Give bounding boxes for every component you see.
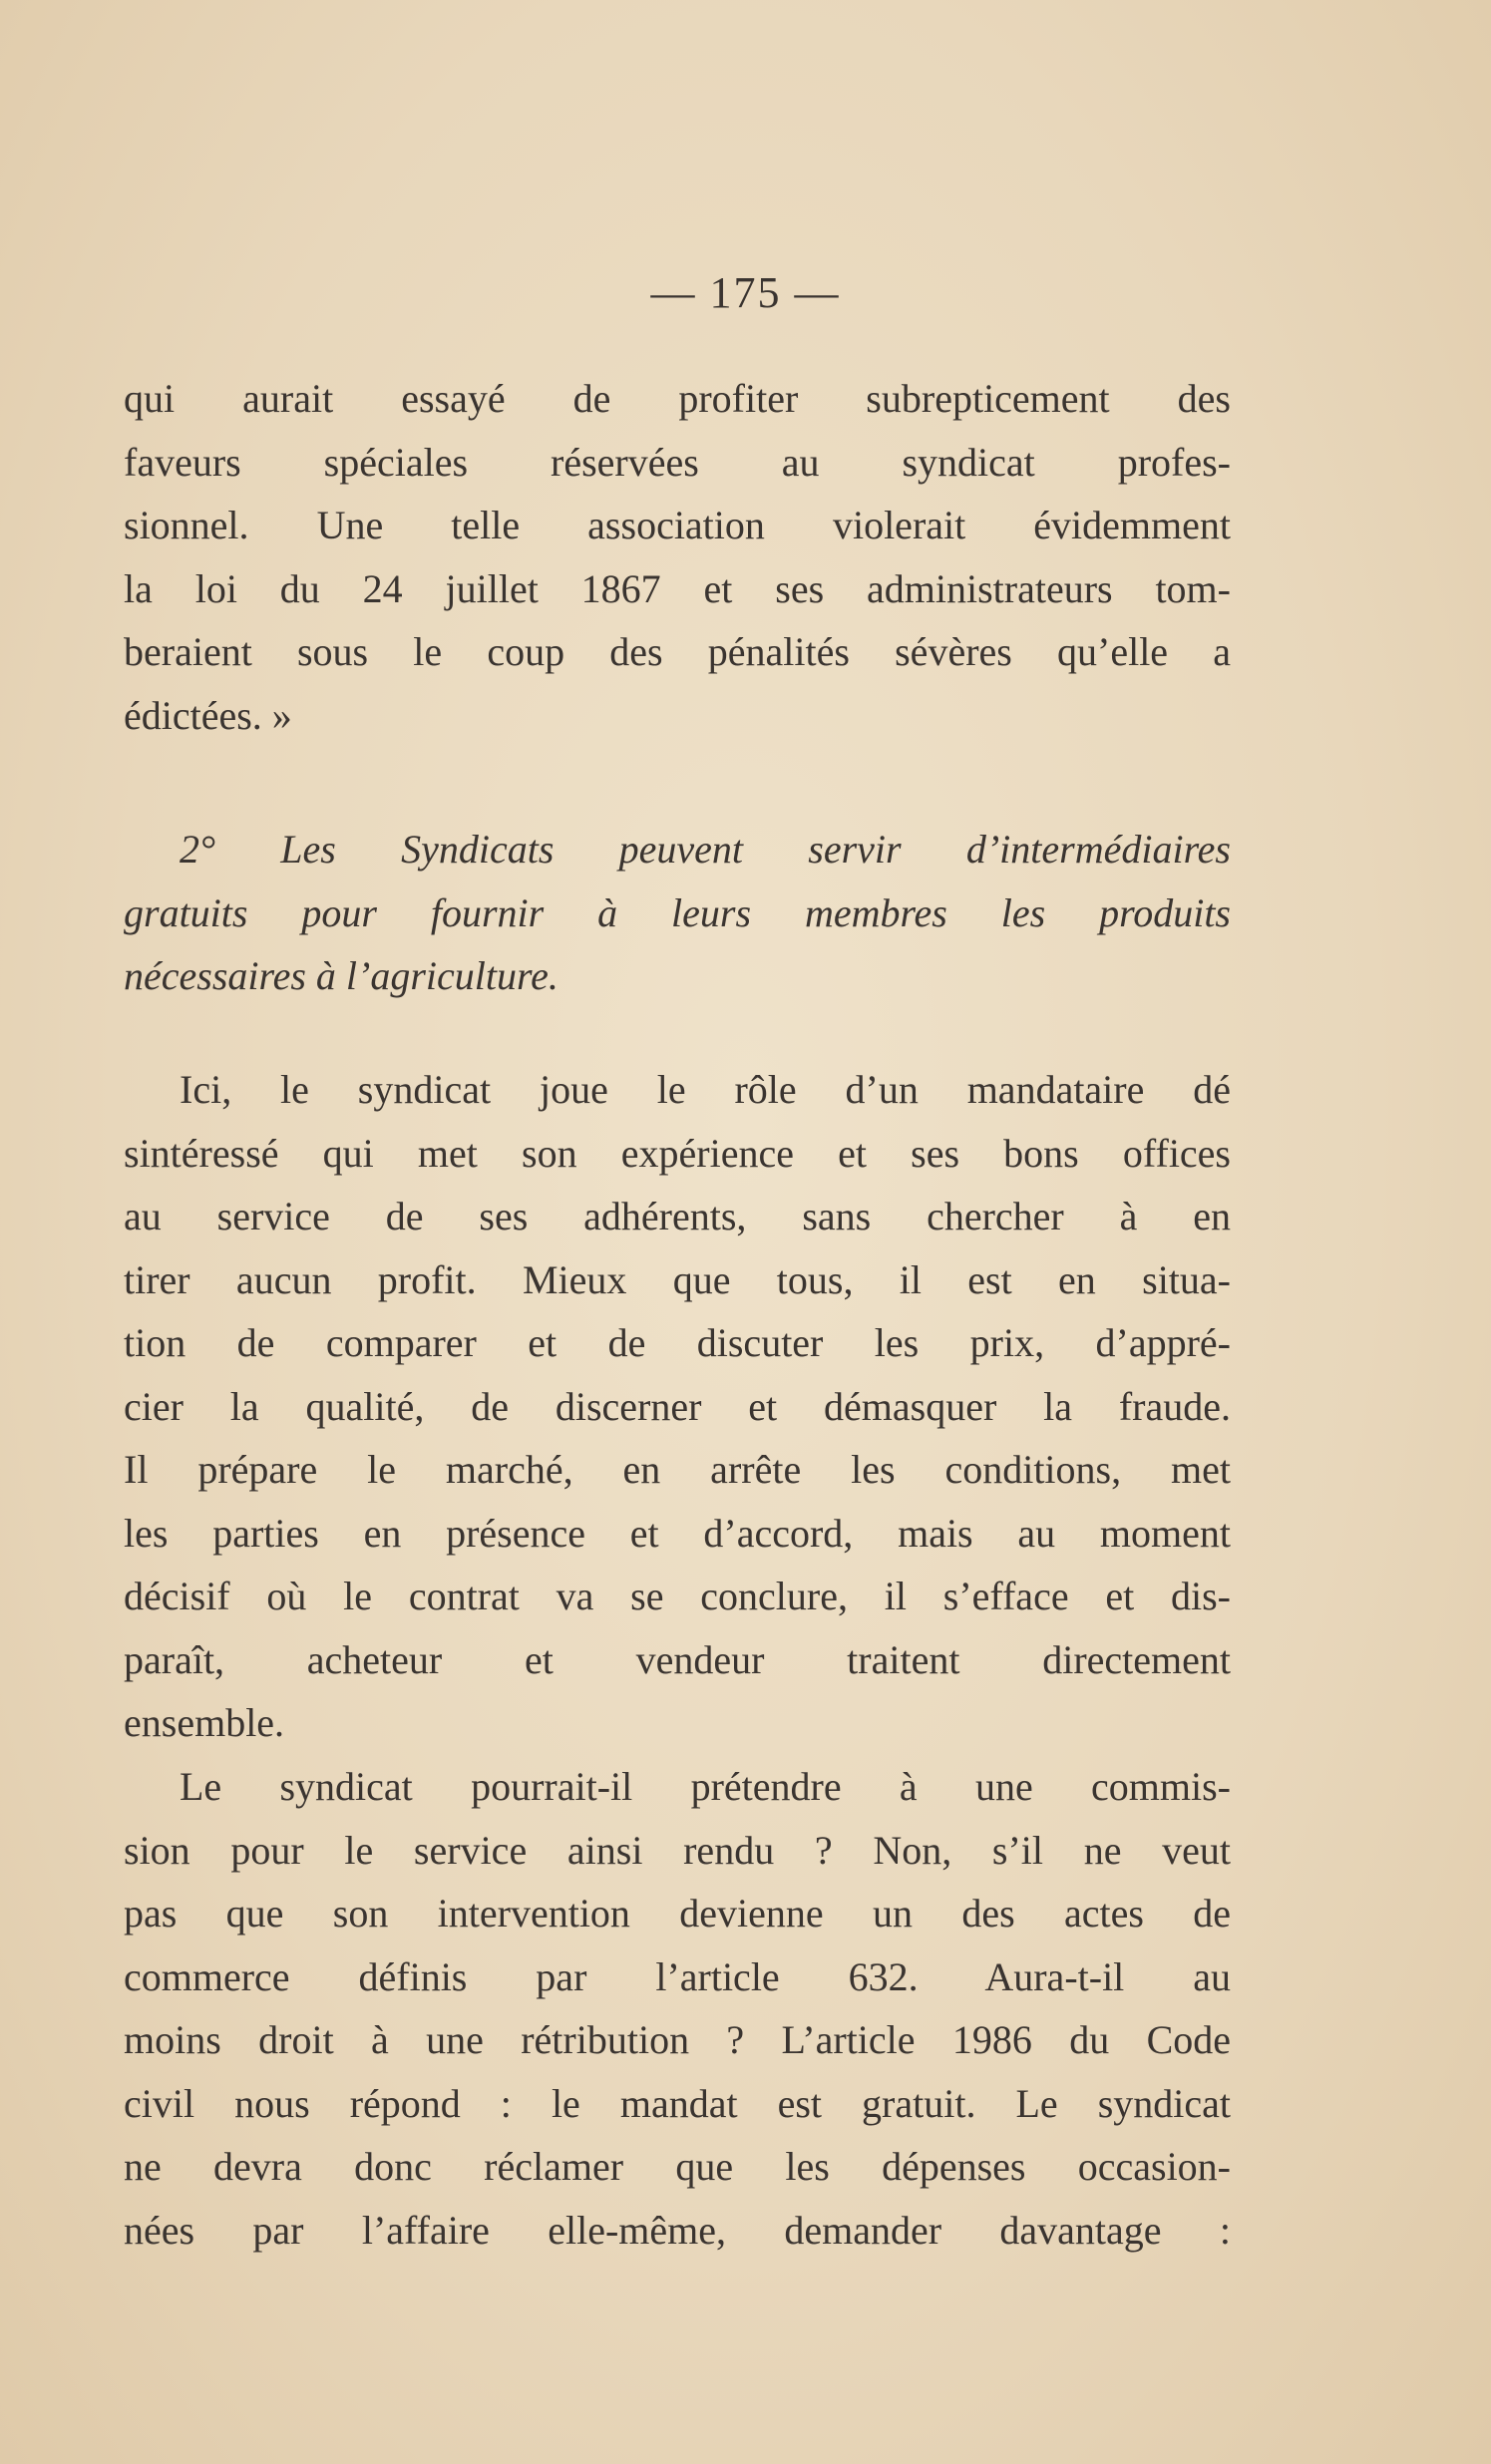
text-line: cier la qualité, de discerner et démasquer la fraude. (124, 1383, 1231, 1429)
text-line: décisif où le contrat va se conclure, il s’efface et dis- (124, 1574, 1231, 1618)
text-line: tirer aucun profit. Mieux que tous, il est en situa- (124, 1256, 1231, 1302)
text-line: édictées. » (124, 692, 292, 738)
text-line: la loi du 24 juillet 1867 et ses administrateurs tom- (124, 565, 1231, 611)
page-number: — 175 — (650, 268, 841, 317)
text-line: les parties en présence et d’accord, mais au moment (124, 1510, 1231, 1556)
text-line: Le syndicat pourrait-il prétendre à une commis- (180, 1764, 1231, 1809)
text-line: tion de comparer et de discuter les prix, d’appré- (124, 1320, 1231, 1365)
text-line: Il prépare le marché, en arrête les conditions, met (124, 1447, 1231, 1492)
text-line: moins droit à une rétribution ? L’article 1986 du Code (124, 2017, 1231, 2062)
text-line: nées par l’affaire elle-même, demander davantage : (124, 2207, 1231, 2253)
text-line: beraient sous le coup des pénalités sévères qu’elle a (124, 629, 1231, 674)
text-line: pas que son intervention devienne un des actes de (124, 1891, 1231, 1936)
text-line: au service de ses adhérents, sans chercher à en (124, 1194, 1231, 1238)
text-line: faveurs spéciales réservées au syndicat profes- (124, 439, 1231, 485)
text-line: ne devra donc réclamer que les dépenses occasion- (124, 2144, 1231, 2189)
paragraph-4 (124, 1755, 1231, 2262)
paragraph-1 (124, 367, 1231, 747)
text-line: Ici, le syndicat joue le rôle d’un mandataire dé (180, 1067, 1231, 1112)
text-line: 2° Les Syndicats peuvent servir d’intermédiaires (180, 827, 1231, 872)
paragraph-2-section-heading (124, 818, 1231, 1008)
text-line: nécessaires à l’agriculture. (124, 953, 559, 998)
text-line: civil nous répond : le mandat est gratuit. Le syndicat (124, 2080, 1231, 2126)
text-line: paraît, acheteur et vendeur traitent directement (124, 1636, 1231, 1682)
text-line: commerce définis par l’article 632. Aura-t-il au (124, 1953, 1231, 1999)
text-line: gratuits pour fournir à leurs membres les produits (124, 889, 1231, 935)
text-line: qui aurait essayé de profiter subrepticement des (124, 376, 1231, 421)
text-line: sionnel. Une telle association violerait évidemment (124, 503, 1231, 547)
text-line: sintéressé qui met son expérience et ses bons offices (124, 1130, 1231, 1176)
text-line: sion pour le service ainsi rendu ? Non, s’il ne veut (124, 1827, 1231, 1873)
paragraph-3 (124, 1058, 1231, 1755)
text-line: ensemble. (124, 1700, 285, 1745)
